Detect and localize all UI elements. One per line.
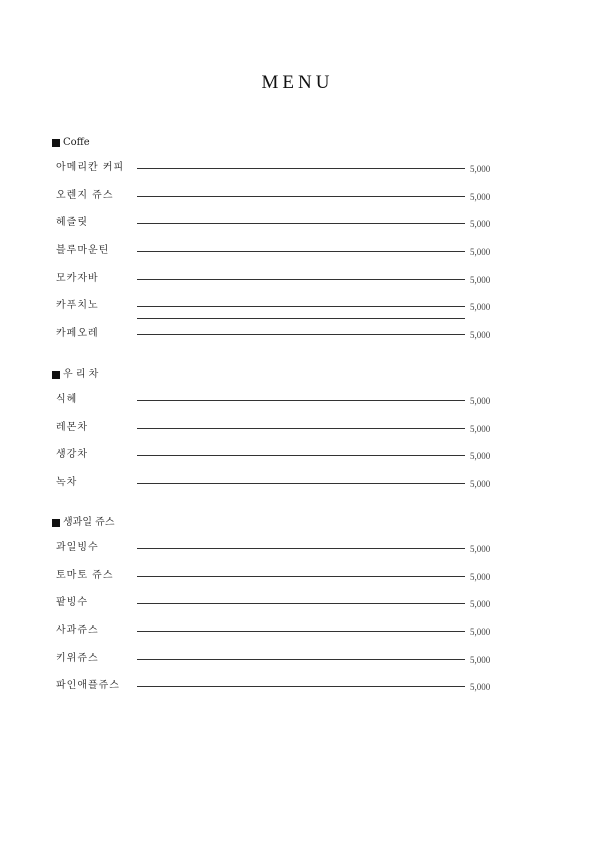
- leader-line: [137, 631, 465, 632]
- leader-line: [137, 251, 465, 252]
- menu-item: [52, 570, 512, 598]
- item-price: 5,000: [470, 274, 491, 285]
- item-name: 키위쥬스: [56, 652, 99, 664]
- leader-line: [137, 428, 465, 429]
- item-price: 5,000: [470, 219, 491, 230]
- item-name: 아메리칸 커피: [56, 162, 125, 173]
- item-price: 5,000: [470, 654, 491, 665]
- item-price: 5,000: [470, 396, 491, 406]
- item-price: 5,000: [470, 571, 491, 582]
- leader-line: [137, 168, 465, 169]
- menu-item: [52, 597, 512, 625]
- menu-item: [52, 477, 512, 505]
- item-name: 과일빙수: [56, 542, 99, 553]
- menu-item: [52, 542, 512, 570]
- leader-line: [137, 483, 465, 484]
- section-korean-tea: [52, 368, 512, 505]
- item-price: 5,000: [470, 423, 491, 434]
- section-fresh-juice: [52, 516, 512, 708]
- menu-item: [52, 190, 512, 218]
- leader-line: [137, 603, 465, 604]
- menu-item: [52, 328, 512, 356]
- menu-item: [52, 273, 512, 301]
- black-square-icon: [52, 139, 60, 147]
- menu-item: [52, 300, 512, 328]
- item-name: 토마토 쥬스: [56, 569, 114, 581]
- item-name: 헤즐릿: [56, 217, 88, 229]
- item-price: 5,000: [470, 627, 491, 638]
- item-price: 5,000: [470, 191, 491, 202]
- item-price: 5,000: [470, 164, 491, 174]
- menu-item: [52, 394, 512, 422]
- section-heading-text: 생과일 쥬스: [63, 517, 115, 528]
- leader-line: [137, 223, 465, 224]
- item-name: 카푸치노: [56, 300, 99, 312]
- section-heading: [52, 516, 512, 530]
- item-name: 식혜: [56, 394, 78, 405]
- item-name: 팥빙수: [56, 597, 88, 609]
- section-heading: [52, 136, 512, 150]
- leader-line: [137, 455, 465, 456]
- item-name: 생강차: [56, 449, 88, 461]
- leader-line: [137, 659, 465, 660]
- black-square-icon: [52, 519, 60, 527]
- item-name: 오렌지 쥬스: [56, 189, 114, 201]
- leader-line: [137, 334, 465, 335]
- leader-line: [137, 576, 465, 577]
- menu-item: [52, 162, 512, 190]
- section-heading-text: Coffe: [63, 137, 90, 148]
- leader-line: [137, 306, 465, 307]
- leader-line: [137, 196, 465, 197]
- menu-item: [52, 680, 512, 708]
- item-name: 녹차: [56, 477, 78, 489]
- item-name: 레몬차: [56, 421, 88, 433]
- menu-item: [52, 245, 512, 273]
- leader-line: [137, 279, 465, 280]
- section-heading: [52, 368, 512, 382]
- item-price: 5,000: [470, 479, 491, 490]
- item-price: 5,000: [470, 302, 491, 313]
- menu-item: [52, 217, 512, 245]
- item-name: 모카자바: [56, 272, 99, 284]
- section-coffee: [52, 136, 512, 356]
- divider-line: [137, 318, 465, 319]
- item-name: 블루마운틴: [56, 245, 110, 257]
- item-price: 5,000: [470, 451, 491, 462]
- item-price: 5,000: [470, 330, 491, 341]
- item-price: 5,000: [470, 247, 491, 258]
- menu-title: MENU: [261, 72, 334, 93]
- menu-item: [52, 625, 512, 653]
- item-name: 파인애플쥬스: [56, 680, 120, 692]
- item-name: 사과쥬스: [56, 625, 99, 637]
- item-price: 5,000: [470, 682, 491, 693]
- leader-line: [137, 548, 465, 549]
- black-square-icon: [52, 371, 60, 379]
- leader-line: [137, 686, 465, 687]
- section-heading-text: 우 리 차: [63, 369, 99, 380]
- menu-item: [52, 653, 512, 681]
- leader-line: [137, 400, 465, 401]
- menu-item: [52, 422, 512, 450]
- item-price: 5,000: [470, 599, 491, 610]
- item-price: 5,000: [470, 544, 491, 554]
- menu-item: [52, 449, 512, 477]
- item-name: 카페오레: [56, 328, 99, 340]
